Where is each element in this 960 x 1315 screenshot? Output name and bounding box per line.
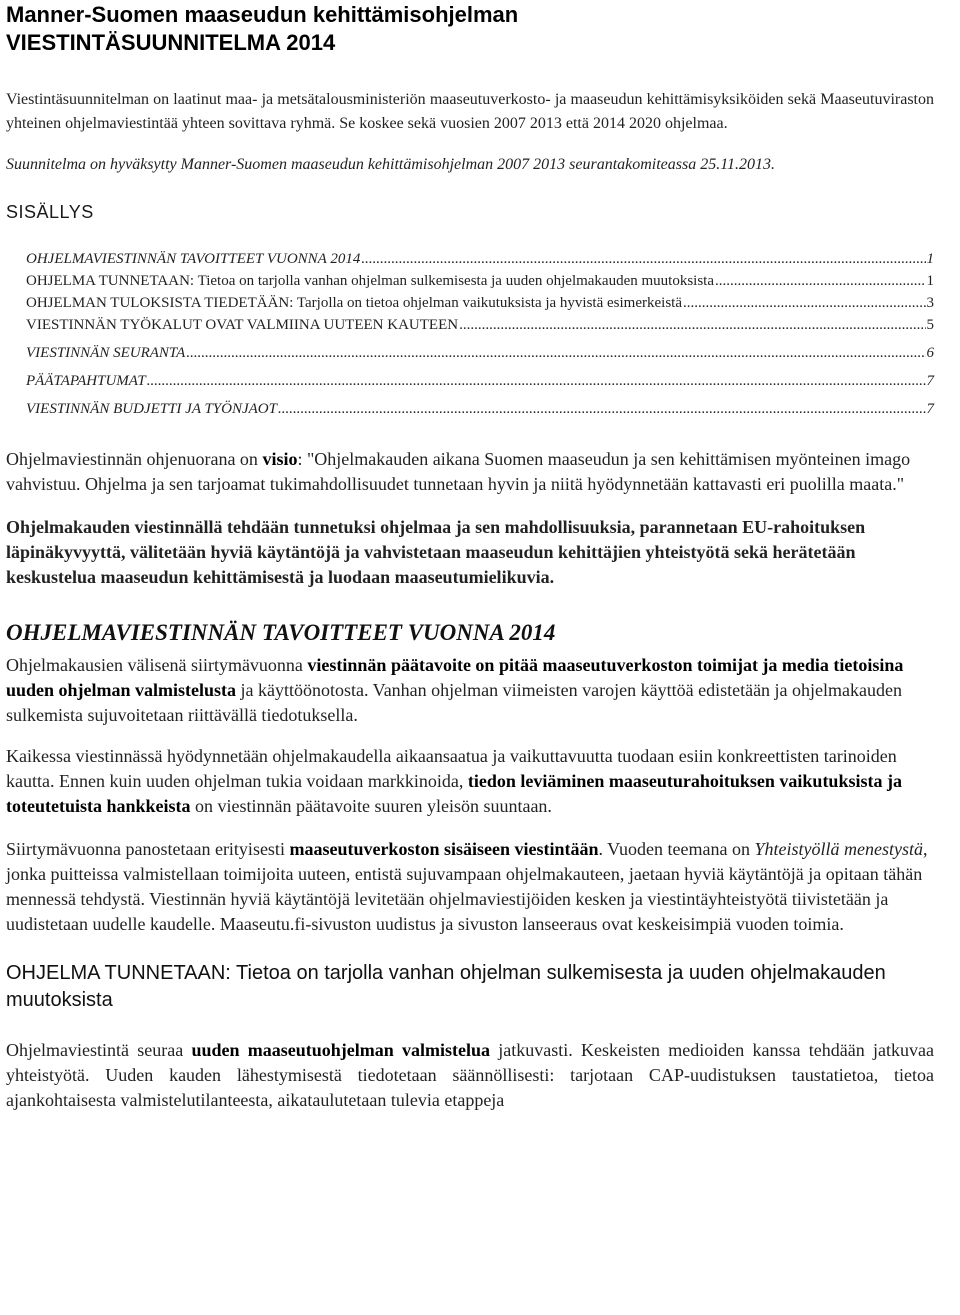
toc-item[interactable] [26, 251, 934, 273]
text-run: ja käyttöönotosta. Vanhan ohjelman viimeisten varojen käyttöä edistetään ja ohjelmakauden sulkemista sujuvoitetaan riittävällä tiedotuksella. [6, 680, 903, 725]
text-run: . Vuoden teemana on [598, 839, 755, 859]
vision-paragraph [6, 447, 934, 497]
toc-item[interactable] [26, 273, 934, 295]
document-title [6, 1, 934, 57]
intro-paragraph: Viestintäsuunnitelman on laatinut maa- ja metsätalousministeriön maaseutuverkosto- ja maaseudun kehittämisyksiköiden sekä Maaseutuviraston yhteinen ohjelmaviestintää yhteen sovittava ryhmä. Se koskee sekä vuosien 2007 2013 että 2014 2020 ohjelmaa. [6, 91, 934, 132]
toc-item-title: VIESTINNÄN SEURANTA [26, 345, 186, 361]
toc-item[interactable] [26, 401, 934, 423]
toc-item-page: 7 [926, 401, 934, 417]
vision-keyword: visio [262, 449, 298, 469]
toc-leader [459, 317, 925, 334]
approval-note: Suunnitelma on hyväksytty Manner-Suomen maaseudun kehittämisohjelman 2007 2013 seurantakomiteassa 25.11.2013. [6, 156, 776, 173]
toc-leader [361, 251, 925, 268]
title-line-1: Manner-Suomen maaseudun kehittämisohjelman [6, 2, 519, 27]
toc-leader [147, 373, 926, 390]
vision-text-post: : "Ohjelmakauden aikana Suomen maaseudun ja sen kehittämisen myönteinen imago vahvistuu. Ohjelma ja sen tarjoamat tukimahdollisuudet tunnetaan hyvin ja niitä hyödynnetään kattavasti eri puolilla maata." [6, 449, 911, 494]
text-run: on viestinnän päätavoite suuren yleisön suuntaan. [190, 796, 552, 816]
title-line-2: VIESTINTÄSUUNNITELMA 2014 [6, 30, 336, 55]
text-run: Siirtymävuonna panostetaan erityisesti [6, 839, 290, 859]
toc-item-page: 1 [926, 273, 934, 289]
toc-item-page: 1 [926, 251, 934, 267]
section-heading-awareness: OHJELMA TUNNETAAN: Tietoa on tarjolla vanhan ohjelman sulkemisesta ja uuden ohjelmakauden muutoksista [6, 962, 886, 1011]
theme-name: Yhteistyöllä menestystä [754, 839, 923, 859]
goal-statement: Ohjelmakauden viestinnällä tehdään tunnetuksi ohjelmaa ja sen mahdollisuuksia, parannetaan EU-rahoituksen läpinäkyvyyttä, välitetään hyviä käytäntöjä ja vahvistetaan maaseudun kehittäjien yhteistyötä sekä herätetään keskustelua maaseudun kehittämisestä ja luodaan maaseutumielikuvia. [6, 517, 866, 587]
toc-heading: SISÄLLYS [6, 202, 94, 222]
toc-item-page: 5 [926, 317, 934, 333]
text-run: Ohjelmakausien välisenä siirtymävuonna [6, 655, 308, 675]
toc-item-title: VIESTINNÄN TYÖKALUT OVAT VALMIINA UUTEEN KAUTEEN [26, 317, 459, 333]
toc-leader [278, 401, 926, 418]
emphasis-run: tiedon leviäminen maaseuturahoituksen vaikutuksista ja toteutetuista hankkeista [6, 771, 902, 816]
toc-leader [186, 345, 925, 362]
document-page [6, 0, 934, 1113]
toc-item-page: 6 [926, 345, 934, 361]
emphasis-run: maaseutuverkoston sisäiseen viestintään [289, 839, 599, 859]
text-run: Ohjelmaviestintä seuraa [6, 1040, 192, 1060]
emphasis-run: uuden maaseutuohjelman valmistelua [191, 1040, 491, 1060]
vision-text-pre: Ohjelmaviestinnän ohjenuorana on [6, 449, 263, 469]
toc-item-title: OHJELMAN TULOKSISTA TIEDETÄÄN: Tarjolla on tietoa ohjelman vaikutuksista ja hyvistä esimerkeistä [26, 295, 682, 311]
toc-item-page: 3 [926, 295, 934, 311]
section-heading-goals: OHJELMAVIESTINNÄN TAVOITTEET VUONNA 2014 [6, 620, 556, 645]
toc-item-page: 7 [926, 373, 934, 389]
toc-item[interactable] [26, 373, 934, 395]
toc-item[interactable] [26, 295, 934, 317]
toc-leader [715, 273, 925, 290]
awareness-paragraph-1 [6, 1038, 934, 1113]
table-of-contents [26, 251, 934, 423]
emphasis-run: viestinnän päätavoite on pitää maaseutuverkoston toimijat ja media tietoisina uuden ohjelman valmistelusta [6, 655, 904, 700]
text-run: Kaikessa viestinnässä hyödynnetään ohjelmakaudella aikaansaatua ja vaikuttavuutta tuodaan esiin konkreettisten tarinoiden kautta. Ennen kuin uuden ohjelman tukia voidaan markkinoida, [6, 746, 897, 791]
toc-item-title: VIESTINNÄN BUDJETTI JA TYÖNJAOT [26, 401, 277, 417]
text-run: , jonka puitteissa valmistellaan toimijoita uuteen, entistä sujuvampaan ohjelmakauteen, jaetaan hyviä käytäntöjä ja opitaan tähän mennessä tehdystä. Viestinnän hyviä käytäntöjä levitetään ohjelmaviestijöiden kesken ja viestintäyhteistyötä tiivistetään ja uudistetaan uudelle kaudelle. Maaseutu.fi-sivuston uudistus ja sivuston lanseeraus ovat keskeisimpiä vuoden toimia. [6, 839, 928, 934]
toc-item-title: OHJELMAVIESTINNÄN TAVOITTEET VUONNA 2014 [26, 251, 361, 267]
goals-paragraph-3 [6, 837, 934, 937]
toc-item-title: PÄÄTAPAHTUMAT [26, 373, 146, 389]
goals-paragraph-2 [6, 744, 934, 819]
goals-paragraph-1 [6, 653, 934, 728]
toc-item[interactable] [26, 317, 934, 339]
toc-leader [683, 295, 926, 312]
toc-item-title: OHJELMA TUNNETAAN: Tietoa on tarjolla vanhan ohjelman sulkemisesta ja uuden ohjelmakauden muutoksista [26, 273, 715, 289]
toc-item[interactable] [26, 345, 934, 367]
text-run: jatkuvasti. Keskeisten medioiden kanssa tehdään jatkuvaa yhteistyötä. Uuden kauden lähestymisestä tiedotetaan säännöllisesti: tarjotaan CAP-uudistuksen taustatietoa, tietoa ajankohtaisesta valmistelutilanteesta, aikataulutetaan tulevia etappeja [6, 1040, 934, 1110]
